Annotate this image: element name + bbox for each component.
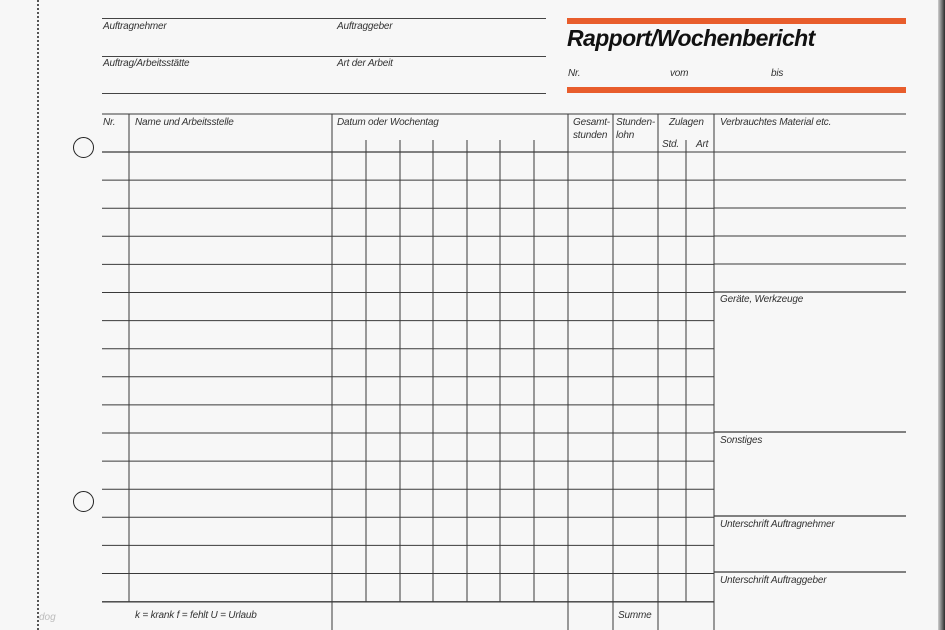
- col-gesamt-header-2: stunden: [573, 130, 608, 141]
- section-sonstiges-label: Sonstiges: [720, 435, 763, 446]
- signature-auftraggeber-label: Unterschrift Auftraggeber: [720, 575, 827, 586]
- legend-abbreviations: k = krank f = fehlt U = Urlaub: [135, 610, 257, 621]
- col-lohn-header-1: Stunden-: [616, 117, 655, 128]
- label-art-der-arbeit: Art der Arbeit: [337, 58, 393, 69]
- col-zulagen-header: Zulagen: [669, 117, 704, 128]
- label-auftrag-arbeitsstaette: Auftrag/Arbeitsstätte: [103, 58, 190, 69]
- label-auftragnehmer: Auftragnehmer: [103, 21, 167, 32]
- label-nr: Nr.: [568, 68, 581, 79]
- col-std-header: Std.: [662, 139, 679, 150]
- col-art-header: Art: [696, 139, 709, 150]
- page-edge-shadow: [938, 0, 945, 630]
- col-lohn-header-2: lohn: [616, 130, 635, 141]
- summe-label: Summe: [618, 610, 652, 621]
- col-name-header: Name und Arbeitsstelle: [135, 117, 234, 128]
- label-bis: bis: [771, 68, 784, 79]
- section-material-label: Verbrauchtes Material etc.: [720, 117, 832, 128]
- col-nr-header: Nr.: [103, 117, 116, 128]
- watermark: dog: [39, 612, 56, 623]
- label-vom: vom: [670, 68, 689, 79]
- col-gesamt-header-1: Gesamt-: [573, 117, 610, 128]
- label-auftraggeber: Auftraggeber: [337, 21, 393, 32]
- signature-auftragnehmer-label: Unterschrift Auftragnehmer: [720, 519, 835, 530]
- form-title: Rapport/Wochenbericht: [567, 25, 815, 51]
- col-datum-header: Datum oder Wochentag: [337, 117, 439, 128]
- section-geraete-label: Geräte, Werkzeuge: [720, 294, 804, 305]
